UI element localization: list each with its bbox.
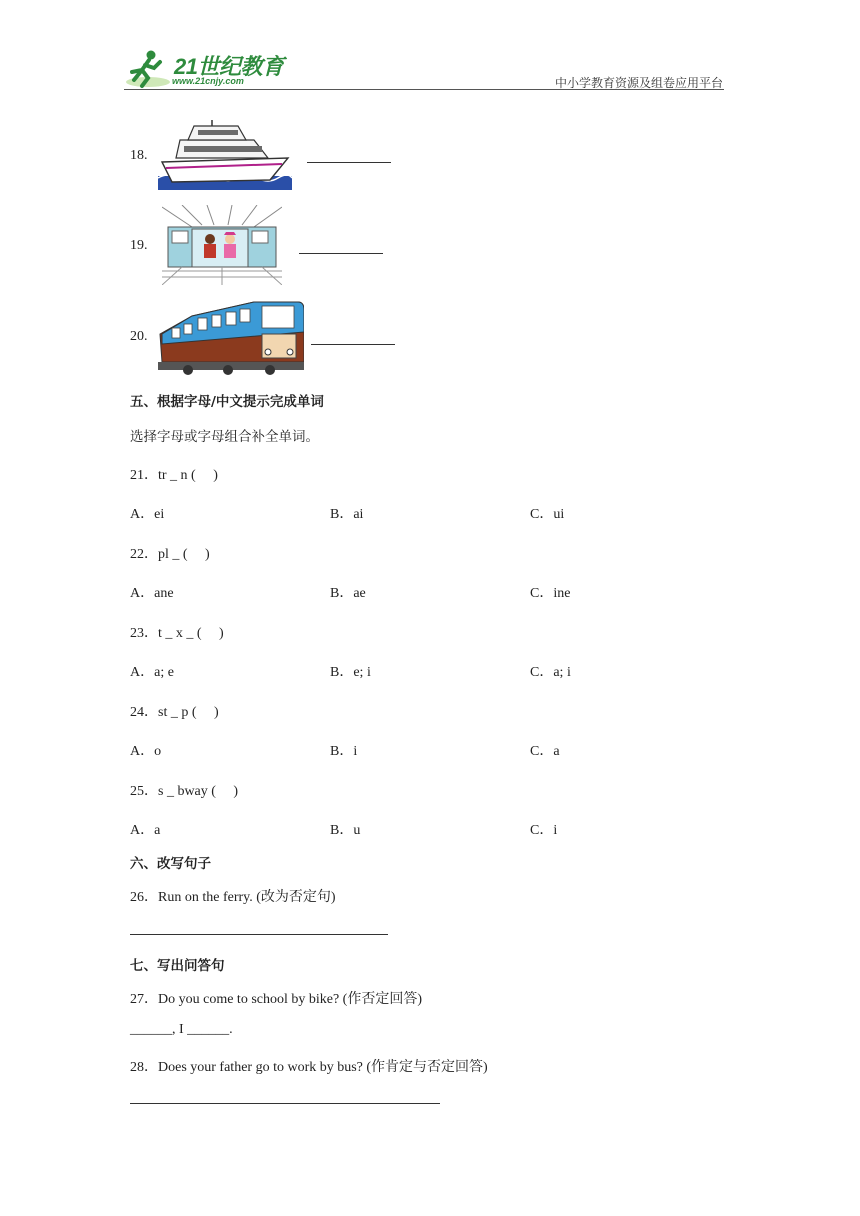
- logo-url: www.21cnjy.com: [172, 76, 244, 86]
- option-a[interactable]: A．a: [130, 823, 161, 838]
- answer-line-20[interactable]: [311, 344, 395, 345]
- site-logo: [124, 48, 294, 90]
- question-21: 21．tr _ n ( ): [130, 468, 218, 483]
- question-28: 28．Does your father go to work by bus? (作肯定与否定回答): [130, 1060, 488, 1075]
- section-title: 七、写出问答句: [130, 958, 225, 974]
- answer-line-18[interactable]: [307, 162, 391, 163]
- train-image: [158, 296, 304, 376]
- option-b[interactable]: B．ae: [330, 586, 366, 601]
- answer-line-28[interactable]: [130, 1103, 440, 1104]
- section-instruction: 选择字母或字母组合补全单词。: [130, 429, 319, 445]
- option-b[interactable]: B．ai: [330, 507, 364, 522]
- option-a[interactable]: A．ei: [130, 507, 165, 522]
- logo-text: 21世纪教育: [174, 54, 284, 79]
- option-a[interactable]: A．a; e: [130, 665, 174, 680]
- question-24: 24．st _ p ( ): [130, 705, 219, 720]
- question-27: 27．Do you come to school by bike? (作否定回答): [130, 992, 423, 1007]
- answer-template-27[interactable]: ______, I ______.: [130, 1022, 233, 1037]
- answer-line-19[interactable]: [299, 253, 383, 254]
- option-b[interactable]: B．i: [330, 744, 358, 759]
- question-23: 23．t _ x _ ( ): [130, 626, 224, 641]
- question-25: 25．s _ bway ( ): [130, 784, 239, 799]
- section-title: 五、根据字母/中文提示完成单词: [130, 394, 324, 410]
- running-man-icon: [124, 48, 172, 90]
- option-c[interactable]: C．a: [530, 744, 560, 759]
- ship-image: [158, 118, 292, 190]
- section-title: 六、改写句子: [130, 856, 211, 872]
- option-c[interactable]: C．a; i: [530, 665, 571, 680]
- item-number-20: 20.: [130, 329, 148, 344]
- header-divider: [124, 89, 724, 90]
- option-b[interactable]: B．e; i: [330, 665, 371, 680]
- question-26: 26．Run on the ferry. (改为否定句): [130, 890, 336, 905]
- option-c[interactable]: C．i: [530, 823, 558, 838]
- platform-name: 中小学教育资源及组卷应用平台: [554, 76, 723, 90]
- option-c[interactable]: C．ui: [530, 507, 565, 522]
- option-c[interactable]: C．ine: [530, 586, 571, 601]
- option-a[interactable]: A．ane: [130, 586, 174, 601]
- item-number-18: 18.: [130, 148, 148, 163]
- subway-image: [162, 205, 282, 285]
- option-a[interactable]: A．o: [130, 744, 162, 759]
- answer-line-26[interactable]: [130, 934, 388, 935]
- question-22: 22．pl _ ( ): [130, 547, 210, 562]
- option-b[interactable]: B．u: [330, 823, 361, 838]
- item-number-19: 19.: [130, 238, 148, 253]
